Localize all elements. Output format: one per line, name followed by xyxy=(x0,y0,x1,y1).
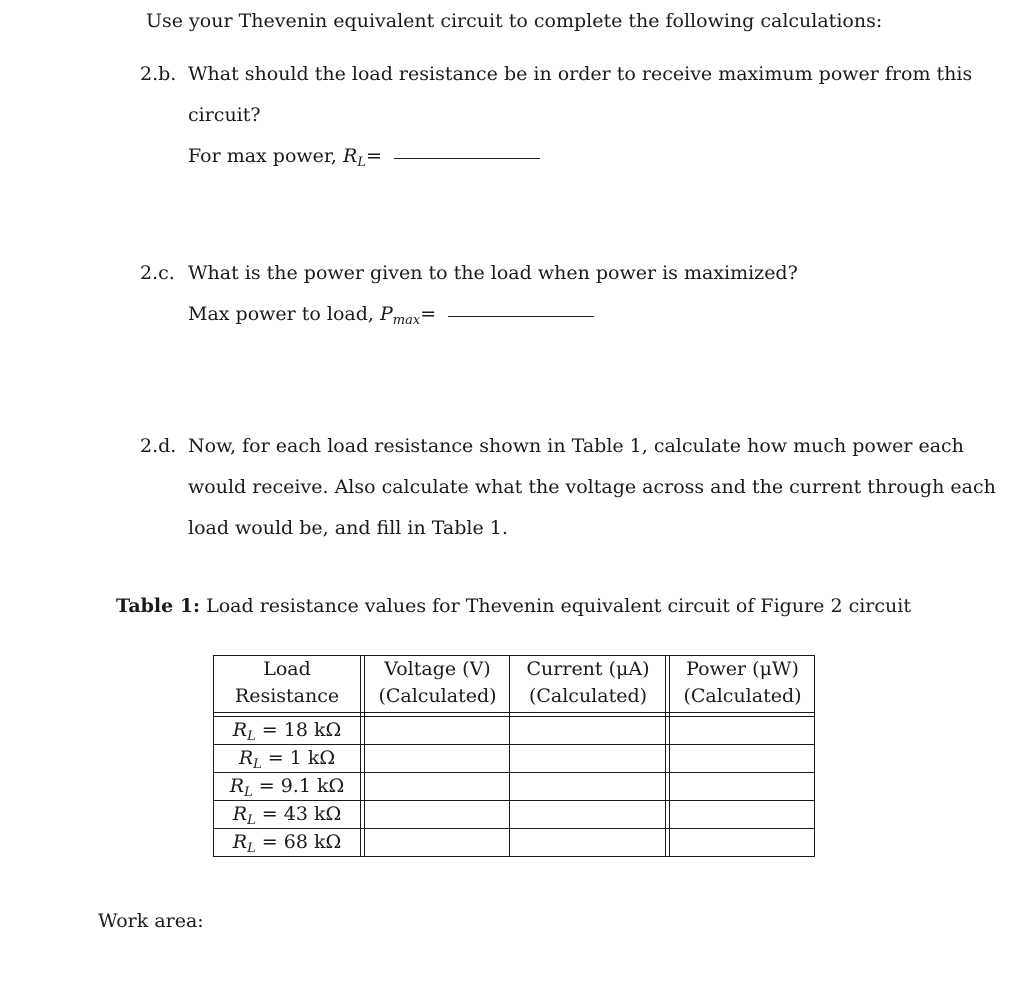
table-caption-text: Load resistance values for Thevenin equivalent circuit of Figure 2 circuit xyxy=(206,595,911,617)
header-load-resistance-line1: Load xyxy=(263,658,311,680)
question-2c-number: 2.c. xyxy=(140,262,175,284)
question-2d-line3: load would be, and fill in Table 1. xyxy=(188,517,508,539)
answer-2c-blank[interactable] xyxy=(448,316,594,317)
answer-2c-prefix: Max power to load, xyxy=(188,303,380,325)
load-resistance-table xyxy=(213,655,815,858)
row-3-sub: L xyxy=(244,785,253,800)
work-area-label: Work area: xyxy=(98,910,204,932)
header-power xyxy=(670,656,815,710)
header-current-line1: Current (μA) xyxy=(526,658,650,680)
header-voltage xyxy=(365,656,510,710)
row-3-value: = 9.1 kΩ xyxy=(252,775,345,797)
answer-2b-var: R xyxy=(343,145,358,167)
header-voltage-line2: (Calculated) xyxy=(378,685,497,707)
question-2b-line1: What should the load resistance be in order to receive maximum power from this xyxy=(188,63,973,85)
header-load-resistance xyxy=(213,656,361,710)
row-2-sub: L xyxy=(253,757,262,772)
question-2c xyxy=(140,263,798,283)
row-5-resistance xyxy=(213,829,361,862)
question-2b xyxy=(140,64,972,84)
header-current-line2: (Calculated) xyxy=(528,685,648,707)
row-5-value: = 68 kΩ xyxy=(255,831,342,853)
row-1-var: R xyxy=(232,719,248,741)
question-2d xyxy=(140,436,964,456)
row-2-var: R xyxy=(238,747,254,769)
answer-2b-sub: L xyxy=(357,155,366,170)
question-2b-line2: circuit? xyxy=(188,104,261,126)
row-5-var: R xyxy=(232,831,248,853)
row-4-var: R xyxy=(232,803,248,825)
question-2c-line1: What is the power given to the load when power is maximized? xyxy=(188,262,798,284)
answer-2c-var: P xyxy=(379,303,393,325)
header-power-line1: Power (μW) xyxy=(686,658,799,680)
answer-2c-sub: max xyxy=(392,313,421,328)
answer-2b xyxy=(188,146,540,173)
row-2-value: = 1 kΩ xyxy=(261,747,336,769)
row-1-value: = 18 kΩ xyxy=(255,719,342,741)
row-5-sub: L xyxy=(247,841,256,856)
answer-2c-eq: = xyxy=(420,303,437,325)
header-load-resistance-line2: Resistance xyxy=(234,685,340,707)
answer-2b-eq: = xyxy=(365,145,382,167)
row-1-sub: L xyxy=(247,729,256,744)
answer-2c xyxy=(188,304,594,331)
header-current xyxy=(510,656,666,710)
header-power-line2: (Calculated) xyxy=(683,685,802,707)
table-rule-header-a xyxy=(213,712,815,713)
question-2d-number: 2.d. xyxy=(140,435,177,457)
instructions-text: Use your Thevenin equivalent circuit to complete the following calculations: xyxy=(146,10,883,32)
table-caption xyxy=(116,595,911,617)
row-3-var: R xyxy=(229,775,245,797)
table-caption-label: Table 1: xyxy=(116,595,201,617)
row-4-sub: L xyxy=(247,813,256,828)
answer-2b-blank[interactable] xyxy=(394,158,540,159)
question-2d-line1: Now, for each load resistance shown in Table 1, calculate how much power each xyxy=(188,435,964,457)
header-voltage-line1: Voltage (V) xyxy=(384,658,491,680)
question-2b-number: 2.b. xyxy=(140,63,177,85)
question-2d-line2: would receive. Also calculate what the voltage across and the current through each xyxy=(188,476,996,498)
answer-2b-prefix: For max power, xyxy=(188,145,343,167)
row-4-value: = 43 kΩ xyxy=(255,803,342,825)
